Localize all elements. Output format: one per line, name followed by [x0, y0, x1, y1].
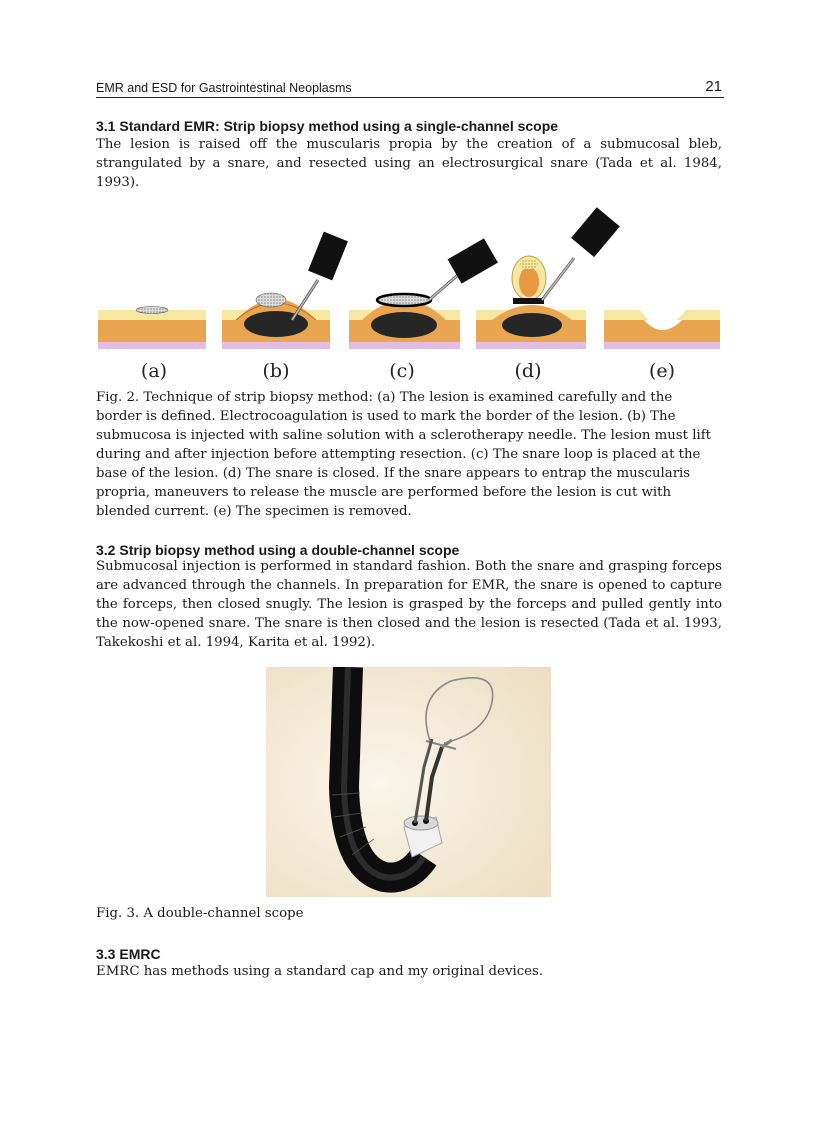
panel-a	[98, 307, 206, 350]
section-heading-3-3: 3.3 EMRC	[96, 946, 161, 962]
section-heading-3-2: 3.2 Strip biopsy method using a double-channel scope	[96, 542, 460, 558]
panel-d	[476, 207, 620, 349]
section-body-3-2: Submucosal injection is performed in standard fashion. Both the snare and grasping forceps are advanced through the channels. In preparation for EMR, the snare is opened to capture the forceps, then closed snugly. The lesion is grasped by the forceps and pulled gently into the now-opened snare. The snare is then closed and the lesion is resected (Tada et al. 1993, Takekoshi et al. 1994, Karita et al. 1992).	[96, 559, 722, 650]
page-number: 21	[705, 78, 722, 95]
strip-biopsy-diagram	[96, 200, 722, 388]
panel-label-a: (a)	[140, 360, 168, 382]
figure-2-caption: Fig. 2. Technique of strip biopsy method: (a) The lesion is examined carefully and the border is defined. Electrocoagulation is used to mark the border of the lesion. (b) The submucosa is injected with saline solution with a sclerotherapy needle. The lesion must lift during and after injection before attempting resection. (c) The snare loop is placed at the base of the lesion. (d) The snare is closed. If the snare appears to entrap the muscularis propria, maneuvers to release the muscle are performed before the lesion is cut with blended current. (e) The specimen is removed.	[96, 390, 711, 519]
panel-c	[349, 238, 498, 349]
panel-label-e: (e)	[648, 360, 676, 382]
running-header	[96, 78, 724, 98]
running-title: EMR and ESD for Gastrointestinal Neoplasms	[96, 81, 352, 95]
double-channel-scope-photo	[266, 667, 551, 897]
panel-e	[604, 310, 720, 349]
section-body-3-1: The lesion is raised off the muscularis propia by the creation of a submucosal bleb, strangulated by a snare, and resected using an electrosurgical snare (Tada et al. 1984, 1993).	[96, 137, 722, 190]
panel-label-b: (b)	[262, 360, 290, 382]
section-heading-3-1: 3.1 Standard EMR: Strip biopsy method using a single-channel scope	[96, 118, 559, 134]
figure-3-caption: Fig. 3. A double-channel scope	[96, 906, 304, 921]
panel-b	[222, 232, 348, 349]
section-body-3-3: EMRC has methods using a standard cap and my original devices.	[96, 964, 544, 979]
panel-label-c: (c)	[389, 360, 415, 382]
panel-label-d: (d)	[514, 360, 542, 382]
